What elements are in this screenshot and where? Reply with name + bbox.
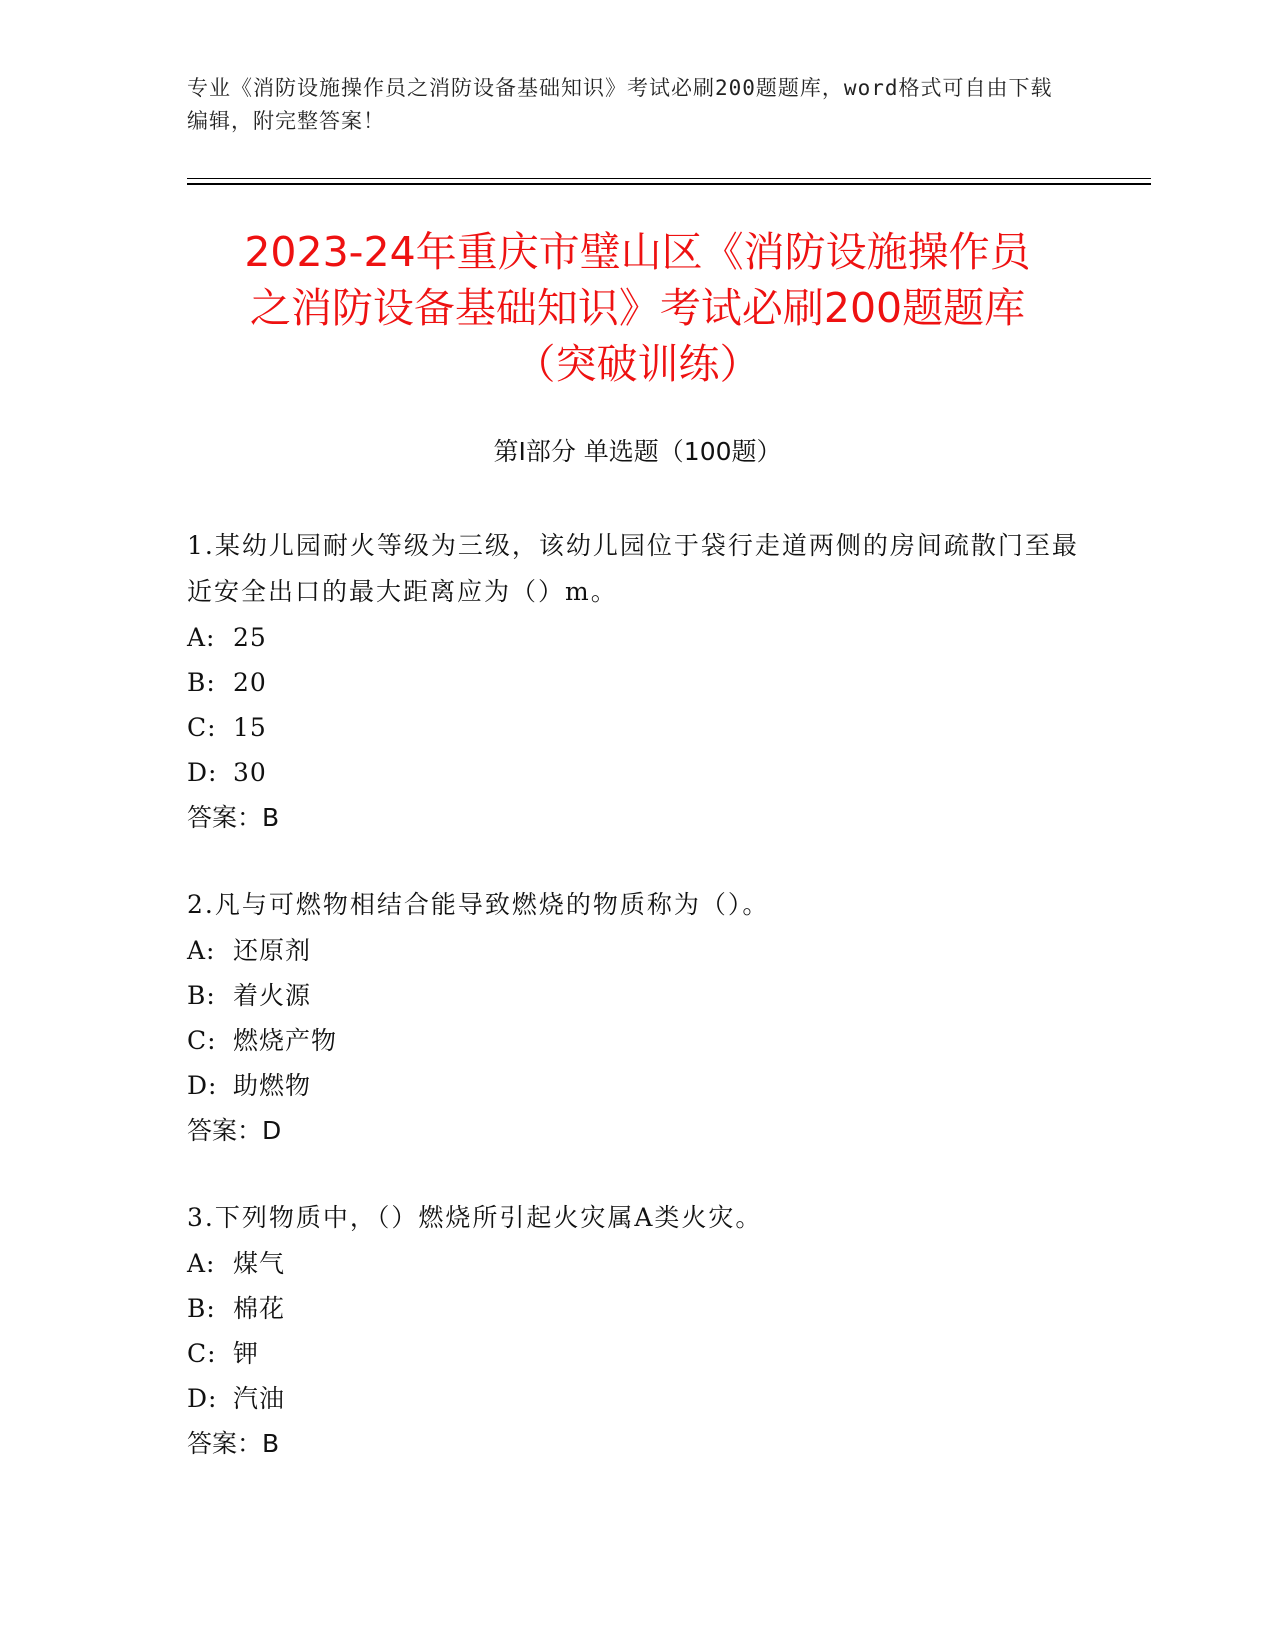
option-text: 助燃物	[233, 1071, 312, 1100]
option-d	[187, 1063, 1087, 1108]
option-text: 30	[233, 758, 267, 787]
question-stem: 3.下列物质中，（）燃烧所引起火灾属A类火灾。	[187, 1203, 763, 1232]
question-list	[187, 523, 1087, 1508]
option-d	[187, 750, 1087, 795]
option-b	[187, 973, 1087, 1018]
option-text: 还原剂	[233, 936, 312, 965]
section-title: 第I部分 单选题（100题）	[493, 437, 782, 466]
question-stem: 1.某幼儿园耐火等级为三级，该幼儿园位于袋行走道两侧的房间疏散门至最近安全出口的最大距离应为（）m。	[187, 531, 1079, 606]
option-text: 着火源	[233, 981, 312, 1010]
option-letter: A:	[187, 1249, 216, 1278]
option-a	[187, 928, 1087, 973]
option-c	[187, 1018, 1087, 1063]
question-stem: 2.凡与可燃物相结合能导致燃烧的物质称为（）。	[187, 890, 770, 919]
question-2	[187, 882, 1087, 1154]
title-line-1: 2023-24年重庆市璧山区《消防设施操作员	[244, 228, 1031, 276]
option-text: 汽油	[233, 1384, 286, 1413]
option-a	[187, 615, 1087, 660]
option-letter: A:	[187, 623, 216, 652]
title-line-2: 之消防设备基础知识》考试必刷200题题库	[249, 284, 1026, 332]
option-a	[187, 1241, 1087, 1286]
option-c	[187, 705, 1087, 750]
header-divider-thin	[187, 178, 1151, 179]
option-letter: B:	[187, 1294, 216, 1323]
answer-line: 答案：B	[187, 803, 280, 832]
option-letter: C:	[187, 1026, 217, 1055]
option-text: 钾	[233, 1339, 260, 1368]
option-text: 20	[233, 668, 267, 697]
option-d	[187, 1376, 1087, 1421]
question-1	[187, 523, 1087, 841]
answer-line: 答案：B	[187, 1429, 280, 1458]
option-letter: B:	[187, 668, 216, 697]
option-letter: D:	[187, 1384, 218, 1413]
option-text: 棉花	[233, 1294, 286, 1323]
option-letter: B:	[187, 981, 216, 1010]
option-letter: D:	[187, 758, 218, 787]
header-divider-thick	[187, 183, 1151, 185]
option-text: 煤气	[233, 1249, 286, 1278]
question-3	[187, 1195, 1087, 1467]
option-text: 15	[233, 713, 267, 742]
document-title	[150, 224, 1125, 392]
option-letter: D:	[187, 1071, 218, 1100]
option-text: 燃烧产物	[233, 1026, 338, 1055]
header-note: 专业《消防设施操作员之消防设备基础知识》考试必刷200题题库，word格式可自由下载编辑，附完整答案！	[187, 76, 1053, 133]
option-b	[187, 1286, 1087, 1331]
option-letter: C:	[187, 1339, 217, 1368]
option-text: 25	[233, 623, 267, 652]
option-letter: C:	[187, 713, 217, 742]
answer-line: 答案：D	[187, 1116, 282, 1145]
title-line-3: （突破训练）	[514, 340, 761, 388]
option-b	[187, 660, 1087, 705]
option-c	[187, 1331, 1087, 1376]
option-letter: A:	[187, 936, 216, 965]
